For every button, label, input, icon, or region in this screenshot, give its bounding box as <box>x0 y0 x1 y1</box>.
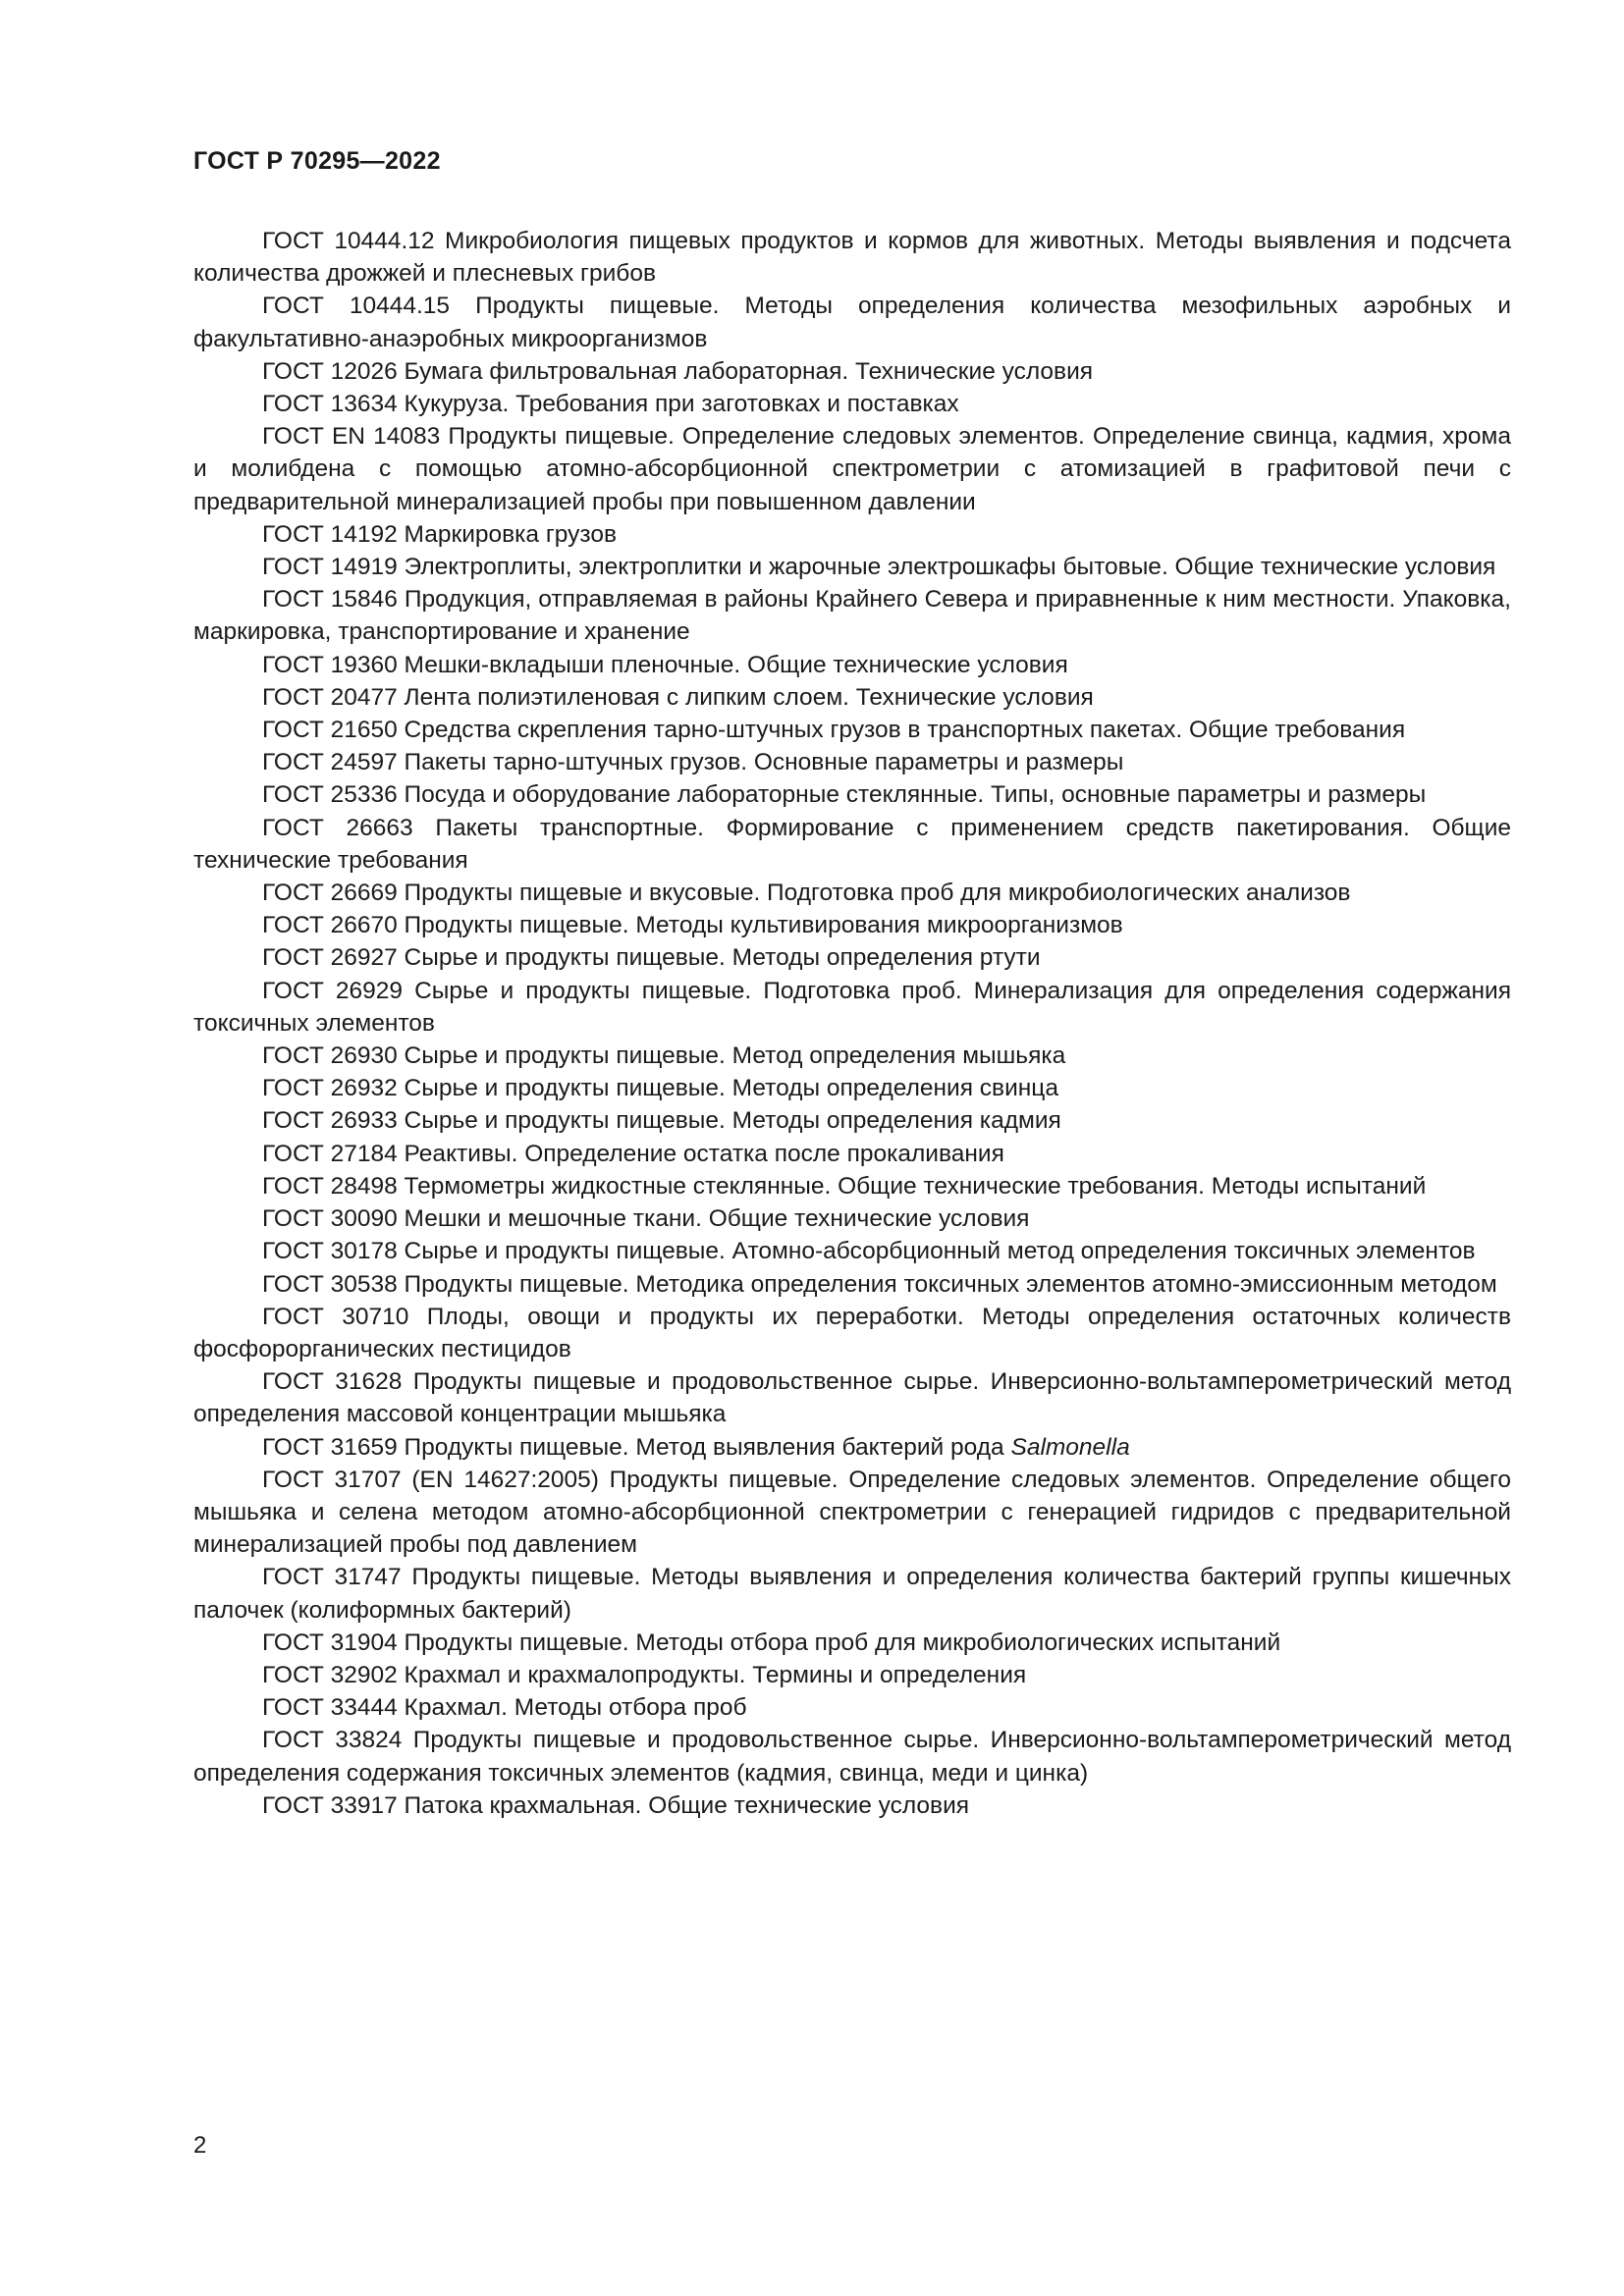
reference-italic-term: Salmonella <box>1010 1433 1130 1461</box>
reference-code: ГОСТ 28498 <box>262 1172 398 1200</box>
reference-item <box>193 1138 1511 1170</box>
reference-title: Продукты пищевые. Методы определения количества мезофильных аэробных и факультативно-анаэробных микроорганизмов <box>193 293 1511 352</box>
reference-code: ГОСТ 26927 <box>262 944 398 972</box>
reference-title: Микробиология пищевых продуктов и кормов для животных. Методы выявления и подсчета количества дрожжей и плесневых грибов <box>193 228 1511 288</box>
reference-item <box>193 681 1511 714</box>
reference-item <box>193 714 1511 746</box>
reference-title: Сырье и продукты пищевые. Метод определения мышьяка <box>404 1042 1066 1070</box>
reference-title: Сырье и продукты пищевые. Методы определения свинца <box>404 1075 1058 1102</box>
reference-code: ГОСТ 26669 <box>262 880 398 907</box>
reference-title: Патока крахмальная. Общие технические условия <box>404 1791 970 1819</box>
reference-item <box>193 1431 1511 1464</box>
reference-title: Термометры жидкостные стеклянные. Общие технические требования. Методы испытаний <box>404 1172 1427 1200</box>
reference-title: Продукты пищевые и вкусовые. Подготовка проб для микробиологических анализов <box>404 880 1351 907</box>
reference-title: Плоды, овощи и продукты их переработки. Методы определения остаточных количеств фосфорорганических пестицидов <box>193 1303 1511 1362</box>
reference-item <box>193 1464 1511 1562</box>
reference-item <box>193 1104 1511 1137</box>
reference-title: Маркировка грузов <box>404 520 617 548</box>
reference-title: Продукты пищевые. Определение следовых элементов. Определение свинца, кадмия, хрома и молибдена с помощью атомно-абсорбционной спектрометрии с атомизацией в графитовой печи с предварительной минерализацией пробы при повышенном давлении <box>193 423 1511 515</box>
reference-item <box>193 290 1511 354</box>
reference-item <box>193 1561 1511 1626</box>
reference-item <box>193 1170 1511 1202</box>
reference-title: Продукты пищевые. Методика определения токсичных элементов атомно-эмиссионным методом <box>404 1270 1497 1298</box>
reference-title: Сырье и продукты пищевые. Атомно-абсорбционный метод определения токсичных элементов <box>404 1238 1476 1265</box>
reference-item <box>193 1202 1511 1235</box>
reference-code: ГОСТ 26929 <box>262 977 404 1004</box>
reference-item <box>193 355 1511 388</box>
reference-code: ГОСТ 26670 <box>262 912 398 939</box>
reference-title: Продукты пищевые. Методы выявления и определения количества бактерий группы кишечных палочек (колиформных бактерий) <box>193 1564 1511 1624</box>
reference-code: ГОСТ EN 14083 <box>262 423 441 451</box>
reference-code: ГОСТ 31904 <box>262 1629 398 1656</box>
reference-title: Кукуруза. Требования при заготовках и поставках <box>404 391 959 418</box>
reference-code: ГОСТ 31707 (EN 14627:2005) <box>262 1466 599 1493</box>
reference-code: ГОСТ 21650 <box>262 717 398 744</box>
reference-item <box>193 1789 1511 1822</box>
reference-title: Сырье и продукты пищевые. Методы определения кадмия <box>404 1107 1061 1135</box>
reference-item <box>193 1040 1511 1072</box>
reference-code: ГОСТ 26930 <box>262 1042 398 1070</box>
reference-item <box>193 1724 1511 1789</box>
reference-item <box>193 909 1511 941</box>
reference-code: ГОСТ 26663 <box>262 814 413 841</box>
reference-code: ГОСТ 30710 <box>262 1303 409 1330</box>
reference-title: Продукты пищевые и продовольственное сырье. Инверсионно-вольтамперометрический метод определения массовой концентрации мышьяка <box>193 1368 1512 1428</box>
reference-code: ГОСТ 14192 <box>262 520 398 548</box>
reference-item <box>193 551 1511 583</box>
reference-item <box>193 1659 1511 1691</box>
reference-code: ГОСТ 26933 <box>262 1107 398 1135</box>
reference-code: ГОСТ 10444.15 <box>262 293 451 320</box>
reference-item <box>193 975 1511 1040</box>
reference-code: ГОСТ 24597 <box>262 749 398 776</box>
reference-item <box>193 518 1511 551</box>
reference-code: ГОСТ 26932 <box>262 1075 398 1102</box>
reference-item <box>193 746 1511 778</box>
reference-code: ГОСТ 20477 <box>262 683 398 711</box>
reference-code: ГОСТ 27184 <box>262 1140 398 1167</box>
reference-title: Бумага фильтровальная лабораторная. Технические условия <box>404 357 1094 385</box>
reference-item <box>193 649 1511 681</box>
reference-title: Реактивы. Определение остатка после прокаливания <box>404 1140 1004 1167</box>
reference-title: Мешки-вкладыши пленочные. Общие технические условия <box>404 651 1068 678</box>
reference-title: Сырье и продукты пищевые. Методы определения ртути <box>404 944 1041 972</box>
reference-item <box>193 1365 1511 1430</box>
reference-code: ГОСТ 12026 <box>262 357 398 385</box>
reference-title: Продукты пищевые и продовольственное сырье. Инверсионно-вольтамперометрический метод определения содержания токсичных элементов (кадмия, свинца, меди и цинка) <box>193 1727 1512 1787</box>
reference-item <box>193 941 1511 974</box>
reference-title: Посуда и оборудование лабораторные стеклянные. Типы, основные параметры и размеры <box>404 781 1427 809</box>
reference-item <box>193 1627 1511 1659</box>
reference-code: ГОСТ 30538 <box>262 1270 398 1298</box>
reference-item <box>193 420 1511 518</box>
reference-title: Продукты пищевые. Метод выявления бактерий рода <box>404 1433 1004 1461</box>
reference-code: ГОСТ 32902 <box>262 1661 398 1688</box>
reference-code: ГОСТ 30090 <box>262 1205 398 1233</box>
reference-title: Продукция, отправляемая в районы Крайнего Севера и приравненные к ним местности. Упаковка, маркировка, транспортирование и хранение <box>193 586 1511 646</box>
reference-item <box>193 877 1511 909</box>
reference-code: ГОСТ 33917 <box>262 1791 398 1819</box>
reference-title: Продукты пищевые. Методы культивирования микроорганизмов <box>404 912 1123 939</box>
reference-item <box>193 1072 1511 1104</box>
reference-code: ГОСТ 15846 <box>262 586 398 614</box>
reference-title: Пакеты тарно-штучных грузов. Основные параметры и размеры <box>404 749 1124 776</box>
normative-references-list <box>193 225 1511 1822</box>
document-header: ГОСТ Р 70295—2022 <box>193 147 441 175</box>
reference-code: ГОСТ 14919 <box>262 554 398 581</box>
reference-item <box>193 388 1511 420</box>
reference-title: Лента полиэтиленовая с липким слоем. Технические условия <box>404 683 1094 711</box>
reference-code: ГОСТ 31628 <box>262 1368 403 1396</box>
reference-item <box>193 1235 1511 1267</box>
reference-item <box>193 778 1511 811</box>
reference-code: ГОСТ 30178 <box>262 1238 398 1265</box>
reference-code: ГОСТ 19360 <box>262 651 398 678</box>
reference-item <box>193 1691 1511 1724</box>
reference-code: ГОСТ 33824 <box>262 1727 403 1754</box>
reference-code: ГОСТ 25336 <box>262 781 398 809</box>
reference-title: Сырье и продукты пищевые. Подготовка проб. Минерализация для определения содержания токсичных элементов <box>193 977 1512 1037</box>
reference-code: ГОСТ 33444 <box>262 1694 398 1722</box>
reference-code: ГОСТ 10444.12 <box>262 228 435 254</box>
reference-title: Пакеты транспортные. Формирование с применением средств пакетирования. Общие технические требования <box>193 814 1512 874</box>
reference-code: ГОСТ 31659 <box>262 1433 398 1461</box>
reference-title: Крахмал и крахмалопродукты. Термины и определения <box>404 1661 1027 1688</box>
reference-item <box>193 225 1511 290</box>
reference-item <box>193 812 1511 877</box>
reference-title: Продукты пищевые. Методы отбора проб для микробиологических испытаний <box>404 1629 1281 1656</box>
reference-title: Электроплиты, электроплитки и жарочные электрошкафы бытовые. Общие технические условия <box>404 554 1496 581</box>
page-number: 2 <box>193 2132 207 2159</box>
reference-title: Крахмал. Методы отбора проб <box>404 1694 747 1722</box>
reference-item <box>193 1301 1511 1365</box>
reference-code: ГОСТ 13634 <box>262 391 398 418</box>
reference-title: Продукты пищевые. Определение следовых элементов. Определение общего мышьяка и селена методом атомно-абсорбционной спектрометрии с генерацией гидридов с предварительной минерализацией пробы под давлением <box>193 1466 1512 1559</box>
reference-item <box>193 1268 1511 1301</box>
reference-title: Мешки и мешочные ткани. Общие технические условия <box>404 1205 1030 1233</box>
reference-title: Средства скрепления тарно-штучных грузов в транспортных пакетах. Общие требования <box>404 717 1406 744</box>
reference-code: ГОСТ 31747 <box>262 1564 402 1591</box>
reference-item <box>193 583 1511 648</box>
